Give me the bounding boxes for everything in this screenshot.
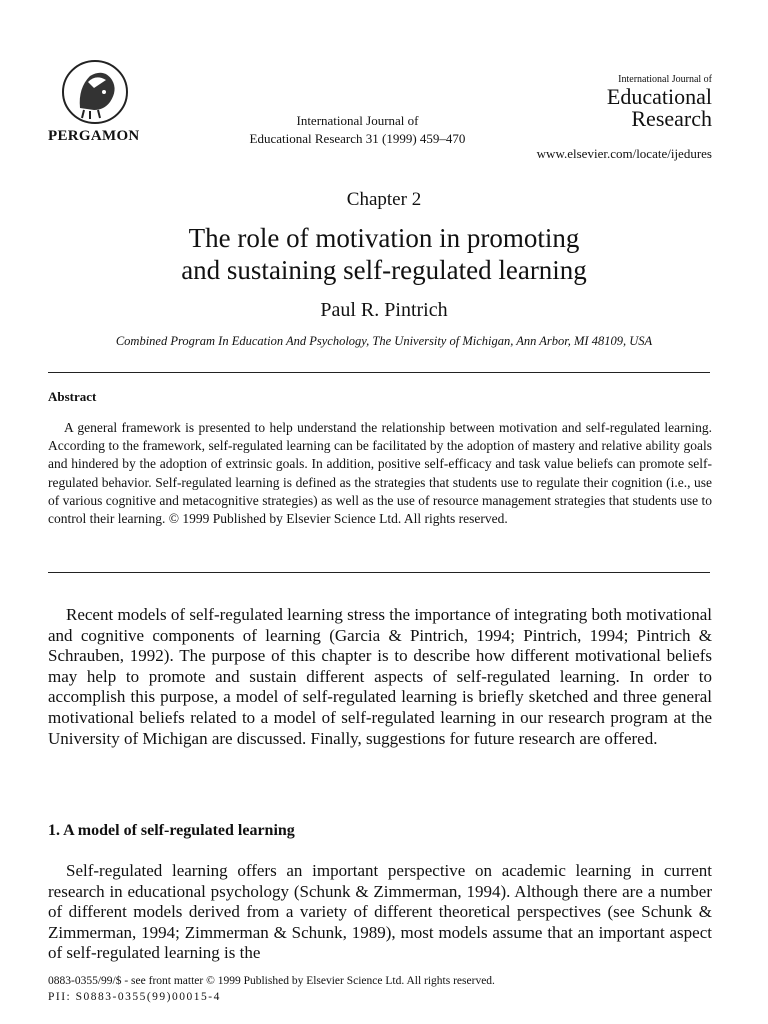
author-name: Paul R. Pintrich <box>320 299 448 321</box>
journal-citation-line1: International Journal of <box>296 113 419 128</box>
chapter-label: Chapter 2 <box>346 189 422 210</box>
journal-brand-line1: Educational <box>606 84 712 109</box>
journal-brand-line2: Research <box>631 106 712 131</box>
publisher-logo-icon <box>60 58 130 126</box>
journal-citation-line2: Educational Research 31 (1999) 459–470 <box>249 131 466 146</box>
journal-brand-small: International Journal of <box>618 74 712 85</box>
section-heading: 1. A model of self-regulated learning <box>48 822 295 839</box>
article-title <box>0 222 768 286</box>
journal-brand <box>552 74 712 130</box>
footer <box>48 973 495 1005</box>
journal-citation <box>220 112 495 148</box>
section-paragraph: Self-regulated learning offers an important perspective on academic learning in current research in educational psychology (Schunk & Zimmerman, 1994). Although there are a number of different models derived from a variety of different theoretical perspectives (see Schunk & Zimmerman, 1994; Zimmerman & Schunk, 1989), most models assume that an important aspect of self-regulated learning is the <box>48 861 712 963</box>
journal-url-link[interactable]: www.elsevier.com/locate/ijedures <box>536 146 712 161</box>
abstract-bottom-divider <box>48 572 710 573</box>
footer-copyright: 0883-0355/99/$ - see front matter © 1999 Published by Elsevier Science Ltd. All rights reserved. <box>48 975 495 987</box>
article-title-line2: and sustaining self-regulated learning <box>181 255 587 285</box>
abstract-top-divider <box>48 372 710 373</box>
footer-pii: PII: S0883-0355(99)00015-4 <box>48 991 221 1003</box>
article-title-line1: The role of motivation in promoting <box>188 223 580 253</box>
abstract-body: A general framework is presented to help understand the relationship between motivation and self-regulated learning. According to the framework, self-regulated learning can be facilitated by the adoption of mastery and relative ability goals and hindered by the adoption of extrinsic goals. In addition, positive self-efficacy and task value beliefs can promote self-regulated behavior. Self-regulated learning is defined as the strategies that students use to regulate their cognition (i.e., use of various cognitive and metacognitive strategies) as well as the use of resource management strategies that students use to control their learning. © 1999 Published by Elsevier Science Ltd. All rights reserved. <box>48 420 712 527</box>
abstract-heading: Abstract <box>48 389 97 404</box>
author-affiliation: Combined Program In Education And Psychology, The University of Michigan, Ann Arbor, MI 48109, USA <box>115 334 653 348</box>
publisher-name: PERGAMON <box>48 128 140 144</box>
intro-paragraph: Recent models of self-regulated learning stress the importance of integrating both motivational and cognitive components of learning (Garcia & Pintrich, 1994; Pintrich, 1994; Pintrich & Schrauben, 1992). The purpose of this chapter is to describe how different motivational beliefs may help to promote and sustain different aspects of self-regulated learning. In order to accomplish this purpose, a model of self-regulated learning is briefly sketched and three general motivational beliefs related to a model of self-regulated learning in our research program at the University of Michigan are discussed. Finally, suggestions for future research are offered. <box>48 605 712 748</box>
